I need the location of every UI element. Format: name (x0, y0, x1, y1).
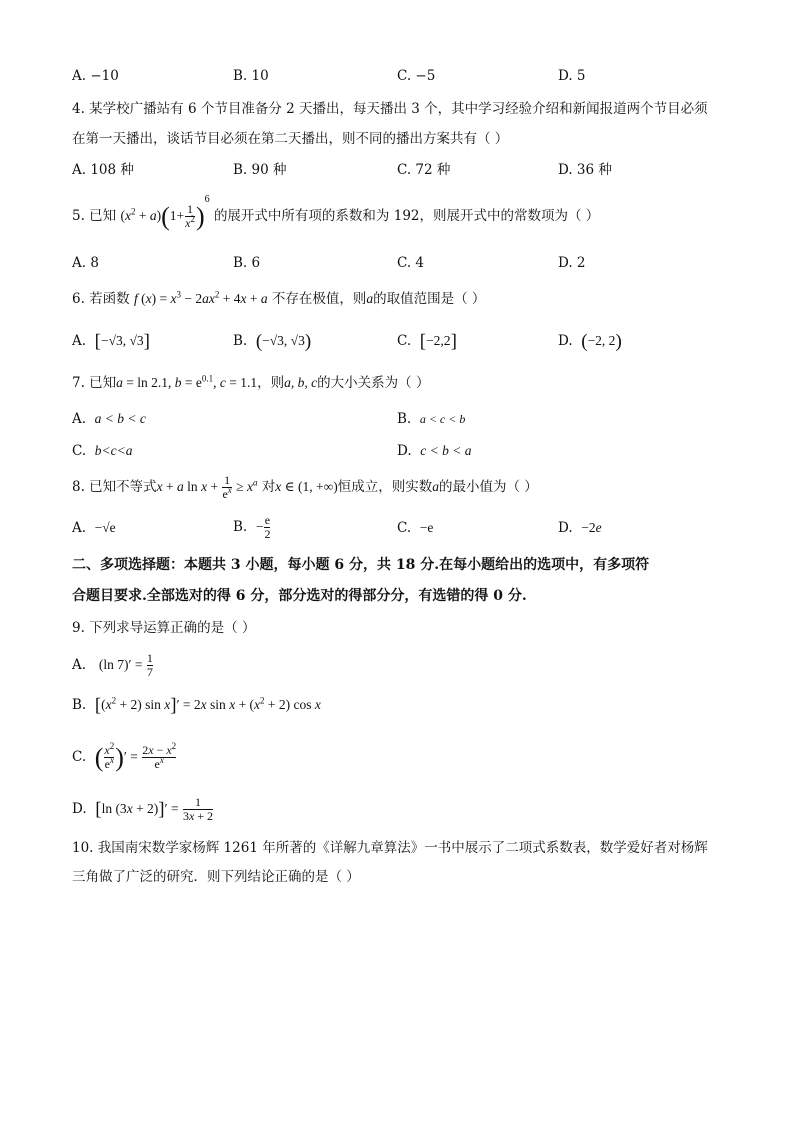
q8-suffix: 的最小值为（ ） (438, 479, 538, 495)
q4-option-b: B. 90 种 (233, 162, 287, 178)
q7-suffix: 的大小关系为（ ） (317, 375, 430, 391)
q5-option-c: C. 4 (397, 255, 425, 271)
q6-option-c: C. [−2,2] (397, 330, 457, 352)
q4-stem-line1: 4. 某学校广播站有 6 个节目准备分 2 天播出，每天播出 3 个，其中学习经验介绍和新闻报道两个节目必须 (72, 101, 708, 117)
q8-option-a: A. −√e (72, 520, 116, 536)
q8-option-c: C. −e (397, 520, 434, 536)
q10-stem-line1: 10. 我国南宋数学家杨辉 1261 年所著的《详解九章算法》一书中展示了二项式系数表，数学爱好者对杨辉 (72, 840, 708, 856)
q3-option-c: C. −5 (397, 68, 436, 84)
q6-mid: 不存在极值，则 (271, 291, 367, 307)
q8-mid2: 恒成立，则实数 (337, 479, 433, 495)
q7-option-c: C. b<c<a (72, 443, 133, 459)
q7-vars: a, b, c (284, 375, 318, 390)
q8-prefix: 8. 已知不等式 (72, 479, 157, 495)
q3-option-a: A. −10 (72, 68, 119, 84)
section2-heading-line2: 合题目要求.全部选对的得 6 分，部分选对的得部分分，有选错的得 0 分. (72, 588, 527, 604)
q9-option-b: B. [$(x^2 + 2)$ sin x]′ = 2x $\sin x + (x^2 + 2)$ cos x (72, 694, 321, 716)
q8-var-a: a (432, 479, 439, 494)
q9-stem: 9. 下列求导运算正确的是（ ） (72, 620, 256, 636)
q8-option-b: B. − $\frac{e}{2}$ (233, 513, 271, 541)
q7-given: a = ln 2.1, $b = e^{0.1}$, c = 1.1 (116, 373, 258, 390)
q6-var-a: a (366, 291, 374, 306)
q5-option-b: B. 6 (233, 255, 261, 271)
q6-prefix: 6. 若函数 (72, 291, 130, 307)
q5-prefix: 5. 已知 (72, 208, 117, 224)
q3-option-b: B. 10 (233, 68, 269, 84)
q7-option-d: D. c < b < a (397, 443, 472, 459)
q9-option-d: D. [ln (3x + 2)]′ = $\frac{1}{3x + 2}$ (72, 795, 214, 824)
q8-domain: x ∈ (1, +∞) (275, 479, 338, 494)
q5-expression: $(x^2 + a)(1+$ $\frac{1}{x^2}$ )$^6$ (120, 194, 210, 231)
q4-option-d: D. 36 种 (558, 162, 612, 178)
q7-stem (72, 373, 429, 393)
q6-stem (72, 289, 485, 309)
q6-function: f $(x) = x^3 - 2ax^2 + 4x + a$ (133, 289, 268, 306)
q5-option-a: A. 8 (72, 255, 99, 271)
q6-suffix: 的取值范围是（ ） (373, 291, 486, 307)
q6-option-a: A. [−√3, √3] (72, 330, 150, 352)
q9-option-c: C. ( $\frac{x^2}{e^x}$ )′ = $\frac{2x - x^2}{e^x}$ (72, 741, 177, 772)
section2-heading-line1: 二、多项选择题：本题共 3 小题，每小题 6 分，共 18 分.在每小题给出的选项中，有多项符 (72, 557, 650, 573)
q8-inequality: x + a ln x + $\frac{1}{e^x}$ ≥ $x^a$ (156, 473, 258, 502)
q5-option-d: D. 2 (558, 255, 586, 271)
q5-stem (72, 194, 600, 235)
q7-option-b: B. a < c < b (397, 411, 466, 427)
q6-option-b: B. (−√3, √3) (233, 330, 312, 352)
q5-suffix: 的展开式中所有项的系数和为 192，则展开式中的常数项为（ ） (213, 208, 600, 224)
q7-prefix: 7. 已知 (72, 375, 117, 391)
q7-mid: ，则 (257, 375, 285, 391)
q8-option-d: D. −2e (558, 520, 602, 536)
q10-stem-line2: 三角做了广泛的研究．则下列结论正确的是（ ） (72, 869, 360, 885)
q8-mid: 对 (261, 479, 276, 495)
q4-option-a: A. 108 种 (72, 162, 134, 178)
q8-stem (72, 470, 538, 504)
q4-option-c: C. 72 种 (397, 162, 451, 178)
q4-stem-line2: 在第一天播出，谈话节目必须在第二天播出，则不同的播出方案共有（ ） (72, 131, 509, 147)
q3-option-d: D. 5 (558, 68, 586, 84)
q7-option-a: A. a < b < c (72, 411, 146, 427)
q6-option-d: D. (−2, 2) (558, 330, 622, 352)
q9-option-a: A. (ln 7)′ = $\frac{1}{7}$ (72, 651, 153, 679)
